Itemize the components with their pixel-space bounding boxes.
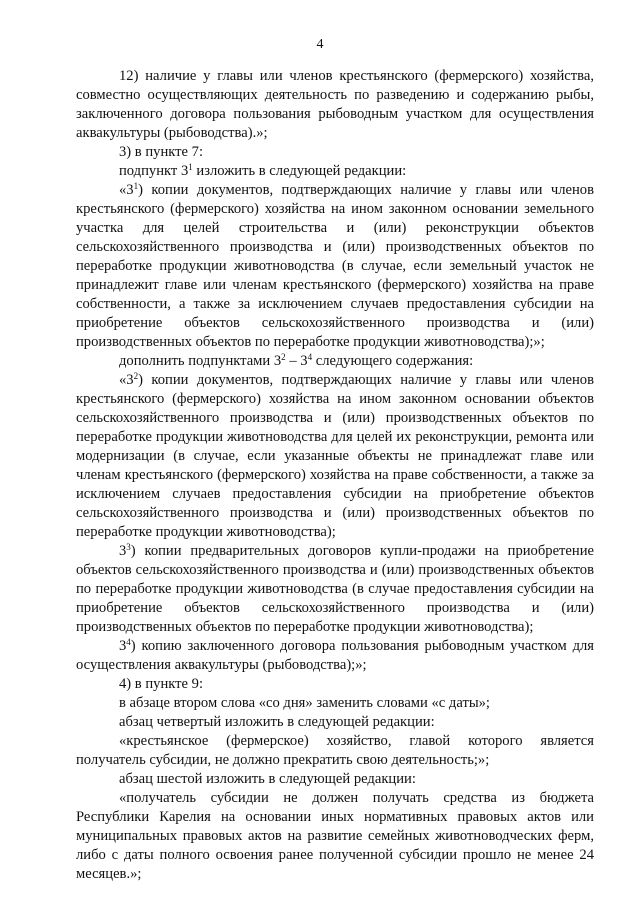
paragraph-p8 [76,637,594,675]
paragraph-p6 [76,371,594,542]
paragraph-text: 3 [119,543,127,559]
superscript-index: 2 [133,371,139,381]
superscript-index: 1 [188,162,193,172]
paragraph-p4 [76,181,594,352]
paragraph-p14 [76,789,594,884]
paragraph-p12 [76,732,594,770]
paragraph-text: 4) в пункте 9: [119,676,204,692]
superscript-index: 4 [126,637,131,647]
paragraph-text: 3 [119,638,127,654]
paragraph-text: ) копии предварительных договоров купли-продажи на приобретение объектов сельскохозяйственного производства и (или) производственных объектов по переработке продукции животноводства (в случае предоставления субсидии на приобретение объектов сельскохозяйственного производства и (или) производственных объектов по переработке продукции животноводства); [76,543,594,635]
paragraph-text: подпункт 3 [119,163,189,179]
paragraph-text: «крестьянское (фермерское) хозяйство, главой которого является получатель субсидии, не должно прекратить свою деятельность;»; [76,733,594,768]
page-number: 4 [316,37,324,52]
paragraph-text: «получатель субсидии не должен получать средства из бюджета Республики Карелия на основании иных нормативных правовых актов или муниципальных правовых актов на развитие семейных животноводческих ферм, либо с даты полного освоения ранее полученной субсидии прошло не менее 24 месяцев.»; [76,790,594,882]
paragraph-p10 [76,694,594,713]
paragraph-p2 [76,143,594,162]
paragraph-text: изложить в следующей редакции: [192,163,407,179]
paragraph-text: – 3 [285,353,308,369]
paragraph-p9 [76,675,594,694]
paragraph-text: ) копии документов, подтверждающих наличие у главы или членов крестьянского (фермерского) хозяйства на ином законном основании земельного участка для целей строительства и (или) реконструкции объектов сельскохозяйственного производства и (или) производственных объектов по переработке продукции животноводства (в случае, если земельный участок не принадлежит главе или членам крестьянского (фермерского) хозяйства на праве собственности, а также за исключением случаев предоставления субсидии на приобретение объектов сельскохозяйственного производства и (или) производственных объектов по переработке продукции животноводства);»; [76,182,594,350]
paragraph-text: ) копию заключенного договора пользования рыбоводным участком для осуществления аквакультуры (рыбоводства);»; [76,638,594,673]
paragraph-text: «3 [119,182,134,198]
paragraph-p1 [76,67,594,143]
superscript-index: 4 [307,352,313,362]
paragraph-p3 [76,162,594,181]
paragraph-text: абзац шестой изложить в следующей редакции: [119,771,416,787]
paragraph-text: дополнить подпунктами 3 [119,353,282,369]
superscript-index: 2 [281,352,286,362]
paragraph-text: абзац четвертый изложить в следующей редакции: [119,714,435,730]
superscript-index: 1 [133,181,139,191]
paragraph-p5 [76,352,594,371]
paragraph-text: в абзаце втором слова «со дня» заменить словами «с даты»; [119,695,490,711]
paragraph-text: 12) наличие у главы или членов крестьянского (фермерского) хозяйства, совместно осуществляющих деятельность по разведению и содержанию рыбы, заключенного договора пользования рыбоводным участком для осуществления аквакультуры (рыбоводства).»; [76,68,594,141]
superscript-index: 3 [126,542,131,552]
paragraph-text: «3 [119,372,134,388]
paragraph-p13 [76,770,594,789]
paragraph-p11 [76,713,594,732]
paragraph-text: ) копии документов, подтверждающих наличие у главы или членов крестьянского (фермерского) хозяйства на ином законном основании объектов сельскохозяйственного производства и (или) производственных объектов по переработке продукции животноводства для целей их реконструкции, ремонта или модернизации (в случае, если указанные объекты не принадлежат главе или членам крестьянского (фермерского) хозяйства на праве собственности, а также за исключением случаев предоставления субсидии на приобретение объектов сельскохозяйственного производства и (или) производственных объектов по переработке продукции животноводства); [76,372,594,540]
paragraph-text: 3) в пункте 7: [119,144,204,160]
paragraph-text: следующего содержания: [312,353,474,369]
document-body [76,67,594,884]
paragraph-p7 [76,542,594,637]
